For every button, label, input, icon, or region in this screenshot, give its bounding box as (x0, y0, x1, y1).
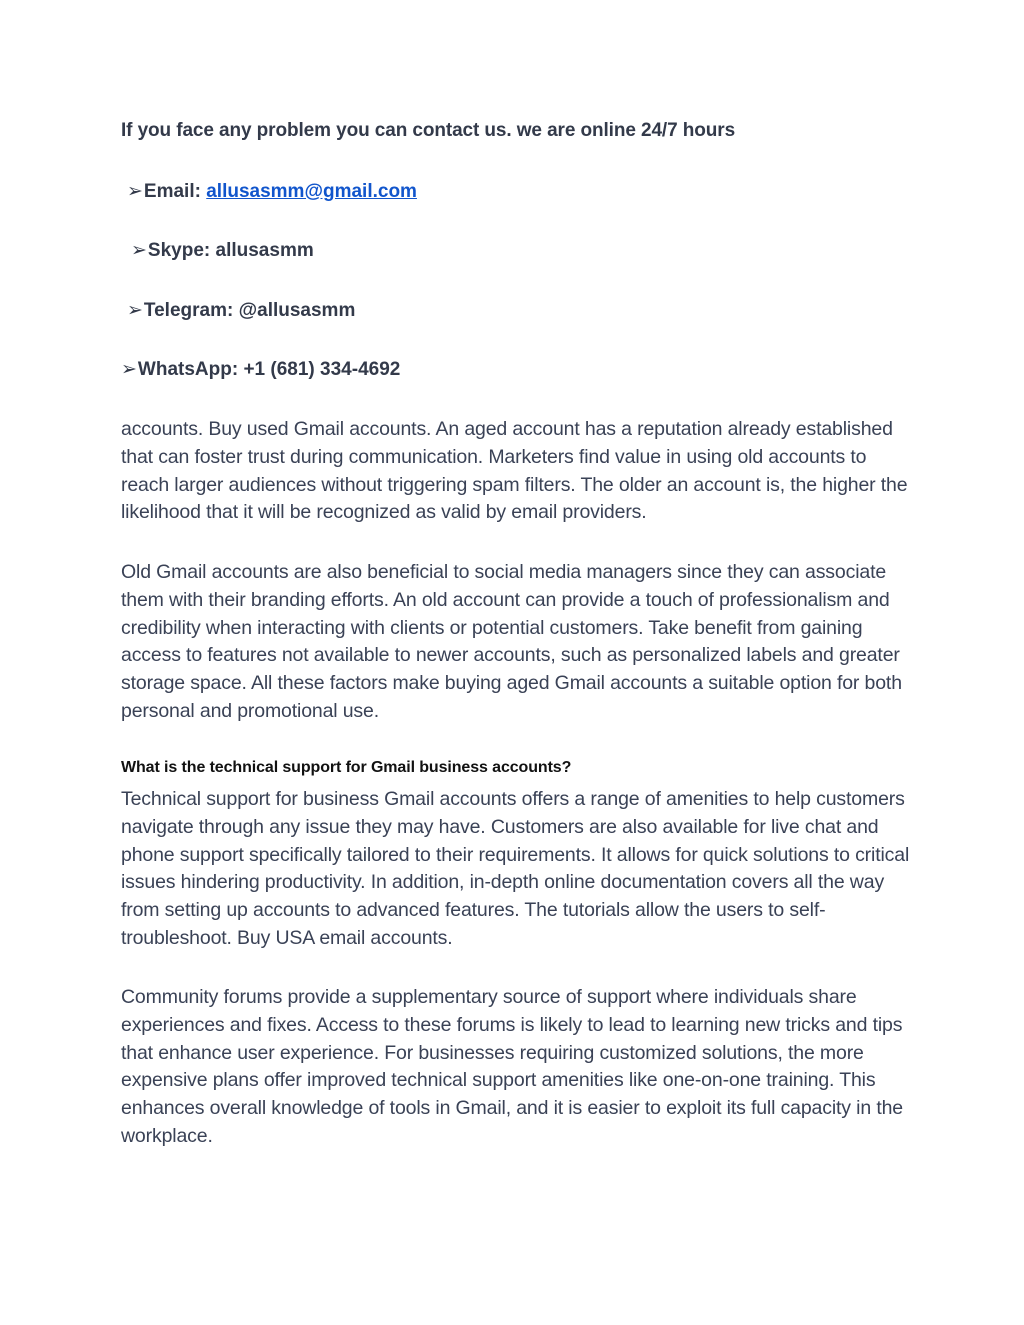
body-paragraph: accounts. Buy used Gmail accounts. An aged account has a reputation already established that can foster trust during communication. Marketers find value in using old accounts to reach larger audiences without triggering spam filters. The older an account is, the higher the likelihood that it will be recognized as valid by email providers. (121, 418, 908, 524)
body-paragraph: Old Gmail accounts are also beneficial to social media managers since they can associate them with their branding efforts. An old account can provide a touch of professionalism and credibility when interacting with clients or potential customers. Take benefit from gaining access to features not available to newer accounts, such as personalized labels and greater storage space. All these factors make buying aged Gmail accounts a suitable option for both personal and promotional use. (121, 561, 902, 722)
telegram-line (121, 299, 355, 322)
section-paragraph: Technical support for business Gmail accounts offers a range of amenities to help customers navigate through any issue they may have. Customers are also available for live chat and phone support specifically tailored to their requirements. It allows for quick solutions to critical issues hindering productivity. In addition, in-depth online documentation covers all the way from setting up accounts to advanced features. The tutorials allow the users to self-troubleshoot. Buy USA email accounts. (121, 788, 910, 949)
email-line (121, 180, 417, 203)
email-link[interactable]: allusasmm@gmail.com (206, 181, 417, 202)
whatsapp-text: WhatsApp: +1 (681) 334-4692 (137, 359, 401, 380)
email-label: Email: (143, 181, 207, 202)
telegram-text: Telegram: @allusasmm (143, 300, 356, 321)
arrow-bullet-icon: ➢ (127, 300, 143, 321)
whatsapp-line (121, 358, 400, 381)
arrow-bullet-icon: ➢ (127, 181, 143, 202)
arrow-bullet-icon: ➢ (131, 240, 147, 261)
arrow-bullet-icon: ➢ (121, 359, 137, 380)
contact-intro: If you face any problem you can contact us. we are online 24/7 hours (121, 120, 736, 141)
section-paragraph: Community forums provide a supplementary source of support where individuals share experiences and fixes. Access to these forums is likely to lead to learning new tricks and tips that enhance user experience. For businesses requiring customized solutions, the more expensive plans offer improved technical support amenities like one-on-one training. This enhances overall knowledge of tools in Gmail, and it is easier to exploit its full capacity in the workplace. (121, 986, 903, 1147)
skype-text: Skype: allusasmm (147, 240, 314, 261)
section-heading: What is the technical support for Gmail business accounts? (121, 759, 572, 776)
skype-line (121, 239, 314, 262)
